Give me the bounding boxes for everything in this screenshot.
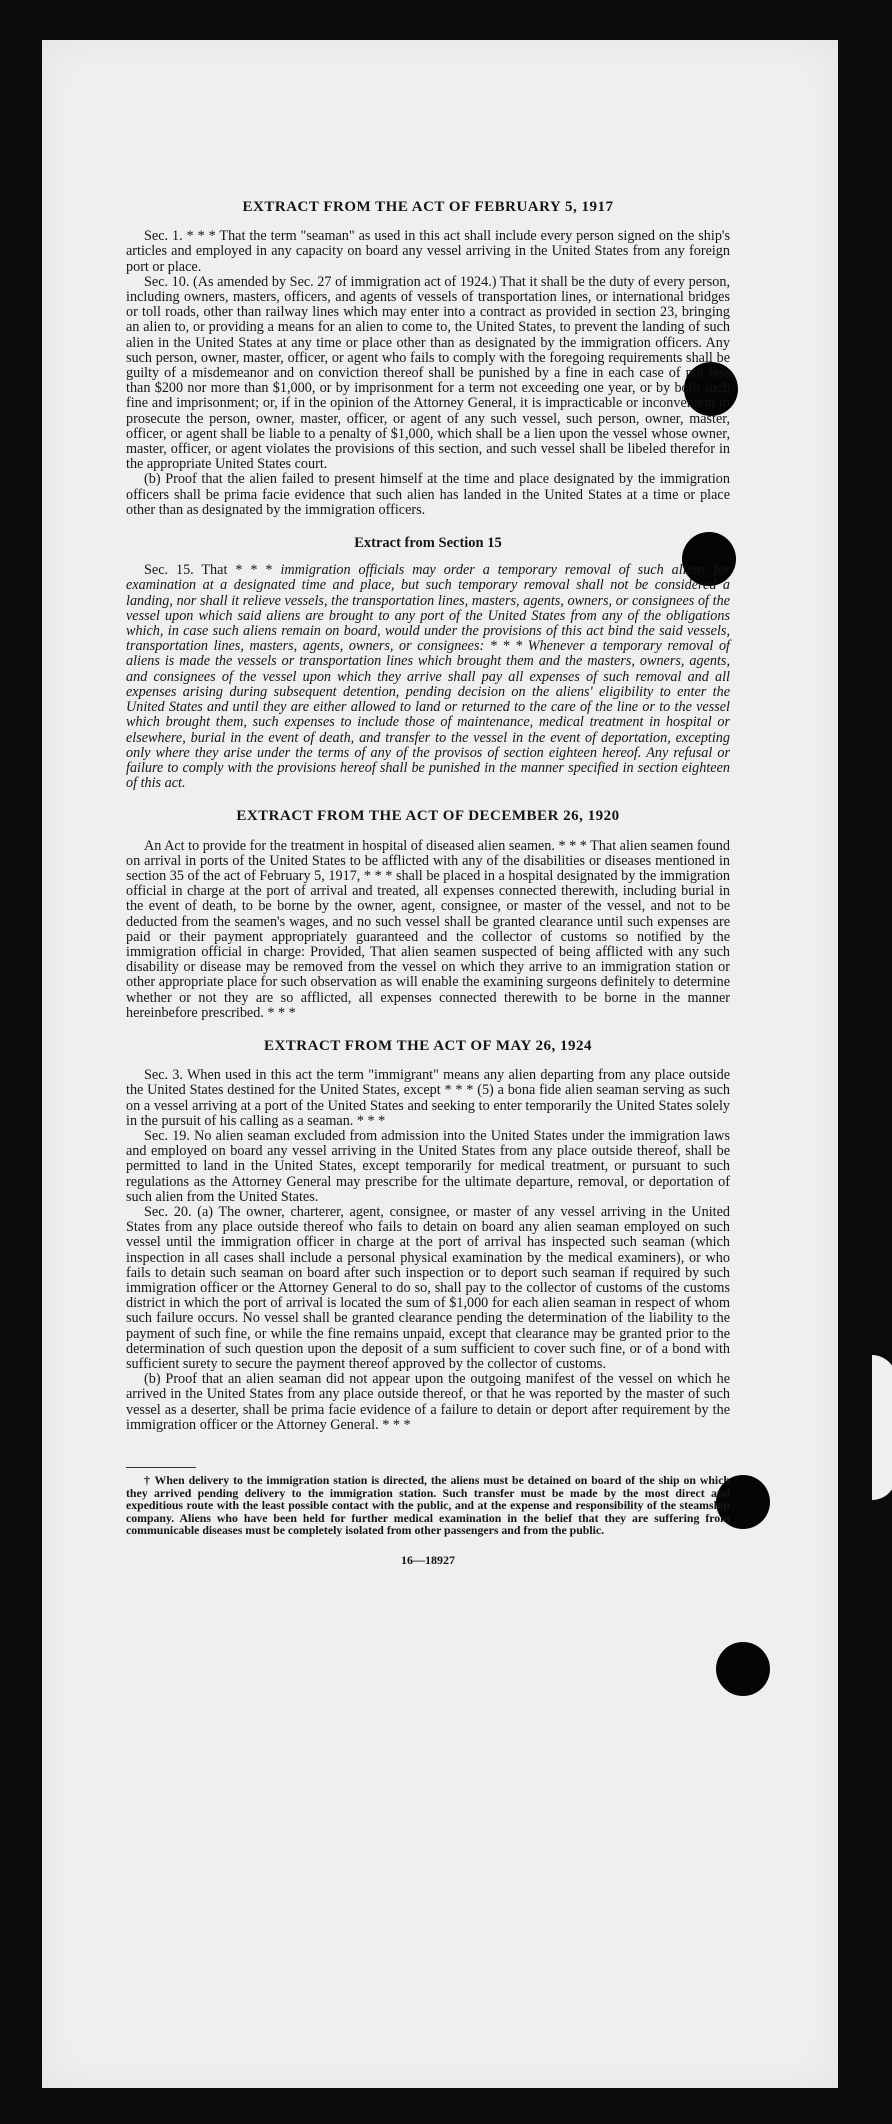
punch-hole <box>716 1642 770 1696</box>
section-1-paragraph: Sec. 1. * * * That the term "seaman" as used in this act shall include every person signed on the ship's articles and employed in any capacity on board any vessel arriving in the United States from any foreign port or place. <box>126 228 730 275</box>
subheading-section-15: Extract from Section 15 <box>354 535 502 552</box>
print-code: 16—18927 <box>401 1553 455 1567</box>
section-20a-paragraph: Sec. 20. (a) The owner, charterer, agent, consignee, or master of any vessel arriving in the United States from any place outside thereof who fails to detain on board any alien seaman employed on such vessel until the immigration officer in charge at the port of arrival has inspected such seaman (which inspection in all cases shall include a personal physical examination by the medical examiners), or who fails to detain such seaman on board after such inspection or to deport such seaman if required by such immigration officer or the Attorney General to do so, shall pay to the collector of customs of the customs district in which the port of arrival is located the sum of $1,000 for each alien seaman in respect of whom such failure occurs. No vessel shall be granted clearance pending the determination of the liability to the payment of such fine, or while the fine remains unpaid, except that clearance may be granted prior to the determination of such question upon the deposit of a sum sufficient to cover such fine, or of a bond with sufficient surety to secure the payment thereof approved by the collector of customs. <box>126 1203 730 1373</box>
section-15-lead: Sec. 15. That * * * <box>144 562 273 579</box>
document-body <box>126 190 730 1568</box>
section-15-body: immigration officials may order a temporary removal of such aliens for examination at a designated time and place, but such temporary removal shall not be considered a landing, nor shall it relieve vessels, the transportation lines, masters, agents, owners, or consignees of the vessel upon which said aliens are brought to any port of the United States from any of the obligations which, in case such aliens remain on board, would under the provisions of this act bind the said vessels, transportation lines, masters, agents, owners, or consignees: * * * Whenever a temporary removal of aliens is made the vessels or transportation lines which brought them and the masters, owners, agents, and consignees of the vessel upon which they arrive shall pay all expenses of such removal and all expenses arising during subsequent detention, pending decision on the aliens' eligibility to enter the United States and until they are either allowed to land or returned to the care of the line or to the vessel which brought them, such expenses to include those of maintenance, medical treatment in hospital or elsewhere, burial in the event of death, and transfer to the vessel in the event of deportation, excepting only where they arise under the terms of any of the provisos of section eighteen hereof. Any refusal or failure to comply with the provisions hereof shall be punished in the manner specified in section eighteen of this act. <box>126 562 731 792</box>
act-1920-paragraph: An Act to provide for the treatment in hospital of diseased alien seamen. * * * That alien seamen found on arrival in ports of the United States to be afflicted with any of the disabilities or diseases mentioned in section 35 of the act of February 5, 1917, * * * shall be placed in a hospital designated by the immigration official in charge at the port of arrival and treated, all expenses connected therewith, including burial in the event of death, to be borne by the owner, agent, consignee, or master of the vessel, and not to be deducted from the seamen's wages, and no such vessel shall be granted clearance until such expenses are paid or their payment appropriately guaranteed and the collector of customs so notified by the immigration official in charge: Provided, That alien seamen suspected of being afflicted with any such disability or disease may be removed from the vessel on which they arrive to an immigration station or other appropriate place for such observation as will enable the examining surgeons definitely to determine whether or not they are so afflicted, all expenses connected therewith to be borne in the manner hereinbefore prescribed. * * * <box>126 837 730 1021</box>
page-tab-edge <box>872 1355 892 1500</box>
footnote-text: † When delivery to the immigration station is directed, the aliens must be detained on board of the ship on which they arrived pending delivery to the immigration station. Such transfer must be made by the most direct and expeditious route with the least possible contact with the public, and at the expense and responsibility of the steamship company. Aliens who have been held for further medical examination in the belief that they are suffering from communicable diseases must be completely isolated from other passengers and from the public. <box>126 1473 730 1538</box>
section-20b-paragraph: (b) Proof that an alien seaman did not appear upon the outgoing manifest of the vessel on which he arrived in the United States from any place outside thereof, or that he was reported by the master of such vessel as a deserter, shall be prima facie evidence of a failure to detain or deport after requirement by the immigration officer or the Attorney General. * * * <box>126 1371 730 1433</box>
heading-act-1917: EXTRACT FROM THE ACT OF FEBRUARY 5, 1917 <box>242 199 614 215</box>
section-15-paragraph <box>126 563 730 791</box>
section-3-paragraph: Sec. 3. When used in this act the term "immigrant" means any alien departing from any place outside the United States destined for the United States, except * * * (5) a bona fide alien seaman serving as such on a vessel arriving at a port of the United States and seeking to enter temporarily the United States solely in the pursuit of his calling as a seaman. * * * <box>126 1067 730 1129</box>
heading-act-1924: EXTRACT FROM THE ACT OF MAY 26, 1924 <box>263 1037 593 1054</box>
section-19-paragraph: Sec. 19. No alien seaman excluded from admission into the United States under the immigration laws and employed on board any vessel arriving in the United States from any place outside thereof, shall be permitted to land in the United States, except temporarily for medical treatment, or pursuant to such regulations as the Attorney General may prescribe for the ultimate departure, removal, or deportation of such alien from the United States. <box>126 1127 730 1205</box>
footnote <box>126 1474 730 1537</box>
section-10-paragraph: Sec. 10. (As amended by Sec. 27 of immigration act of 1924.) That it shall be the duty of every person, including owners, masters, officers, and agents of vessels of transportation lines, or international bridges or toll roads, other than railway lines which may enter into a contract as provided in section 23, bringing an alien to, or providing a means for an alien to come to, the United States, to prevent the landing of such alien in the United States at any time or place other than as designated by the immigration officers. Any such person, owner, master, officer, or agent who fails to comply with the foregoing requirements shall be guilty of a misdemeanor and on conviction thereof shall be punished by a fine in each case of not less than $200 nor more than $1,000, or by imprisonment for a term not exceeding one year, or by both such fine and imprisonment; or, if in the opinion of the Attorney General, it is impracticable or inconvenient to prosecute the person, owner, master, officer, or agent of any such vessel, such person, owner, master, officer, or agent shall be liable to a penalty of $1,000, which shall be a lien upon the vessel whose owner, master, officer, or agent violates the provisions of this section, and such vessel shall be libeled therefor in the appropriate United States court. <box>126 273 730 473</box>
footnote-divider <box>126 1467 196 1468</box>
section-10b-paragraph: (b) Proof that the alien failed to present himself at the time and place designated by the immigration officers shall be prima facie evidence that such alien has landed in the United States at a time or place other than as designated by the immigration officers. <box>126 471 730 518</box>
heading-act-1920: EXTRACT FROM THE ACT OF DECEMBER 26, 1920 <box>236 808 620 825</box>
